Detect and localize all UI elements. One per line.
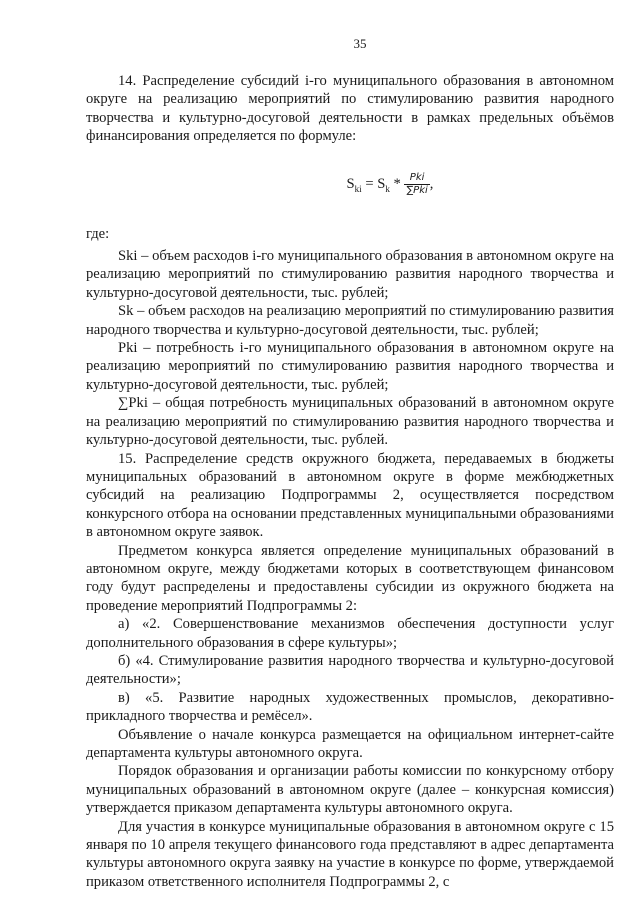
page-number: 35 (353, 36, 367, 51)
formula-eq: = (361, 175, 378, 192)
distribution-formula (86, 172, 614, 197)
definition-ski: Ski – объем расходов i-го муниципального образования в автономном округе на реализацию мероприятий по стимулированию развития народного творчества и культурно-досуговой деятельности, тыс. рублей; (86, 248, 614, 301)
formula-lhs: S (346, 175, 355, 192)
formula-mult: * (389, 175, 405, 192)
list-item-b: б) «4. Стимулирование развития народного творчества и культурно-досуговой деятельности»; (86, 652, 614, 688)
section-15-paragraph: 15. Распределение средств окружного бюджета, передаваемых в бюджеты муниципальных образований в автономном округе в форме межбюджетных субсидий на реализацию Подпрограммы 2, осуществляется посредством конкурсного отбора на основании представленных муниципальными образованиями в автономном округе заявок. (86, 450, 614, 541)
contest-subject-paragraph: Предметом конкурса является определение муниципальных образований в автономном округе, между бюджетами которых в соответствующем финансовом году будут распределены и предоставлены субсидии из окружного бюджета на проведение мероприятий Подпрограммы 2: (86, 542, 614, 614)
definition-pki: Pki – потребность i-го муниципального образования в автономном округе на реализацию мероприятий по стимулированию развития народного творчества и культурно-досуговой деятельности, тыс. рублей; (86, 340, 614, 393)
list-item-a: а) «2. Совершенствование механизмов обеспечения доступности услуг дополнительного образования в сфере культуры»; (86, 616, 614, 651)
formula-rhs: S (377, 175, 386, 192)
section-14-paragraph: 14. Распределение субсидий i-го муниципального образования в автономном округе на реализацию мероприятий по стимулированию развития народного творчества и культурно-досуговой деятельности в рамках предельных объёмов финансирования определяется по формуле: (86, 73, 614, 145)
announcement-paragraph: Объявление о начале конкурса размещается на официальном интернет-сайте департамента культуры автономного округа. (86, 726, 614, 761)
formula-tail: , (429, 175, 434, 192)
participation-paragraph: Для участия в конкурсе муниципальные образования в автономном округе с 15 января по 10 апреля текущего финансового года представляют в адрес департамента культуры автономного округа заявку на участие в конкурсе по форме, утверждаемой приказом ответственного исполнителя Подпрограммы 2, с (86, 818, 614, 890)
where-label: где: (86, 225, 110, 242)
definition-sum-pki: ∑Pki – общая потребность муниципальных образований в автономном округе на реализацию мероприятий по стимулированию развития народного творчества и культурно-досуговой деятельности, тыс. рублей. (86, 395, 614, 449)
definition-sk: Sk – объем расходов на реализацию мероприятий по стимулированию развития народного творчества и культурно-досуговой деятельности, тыс. рублей; (86, 303, 614, 338)
commission-paragraph: Порядок образования и организации работы комиссии по конкурсному отбору муниципальных образований в автономном округе (далее – конкурсная комиссия) утверждается приказом департамента культуры автономного округа. (86, 763, 614, 817)
formula-fraction (404, 172, 429, 197)
formula-lhs-sub: ki (354, 183, 362, 194)
formula-denominator: ∑Pki (406, 184, 428, 196)
formula-numerator: Pki (404, 172, 429, 185)
formula-rhs-sub: k (385, 183, 390, 194)
list-item-c: в) «5. Развитие народных художественных промыслов, декоративно-прикладного творчества и ремёсел». (86, 689, 614, 725)
